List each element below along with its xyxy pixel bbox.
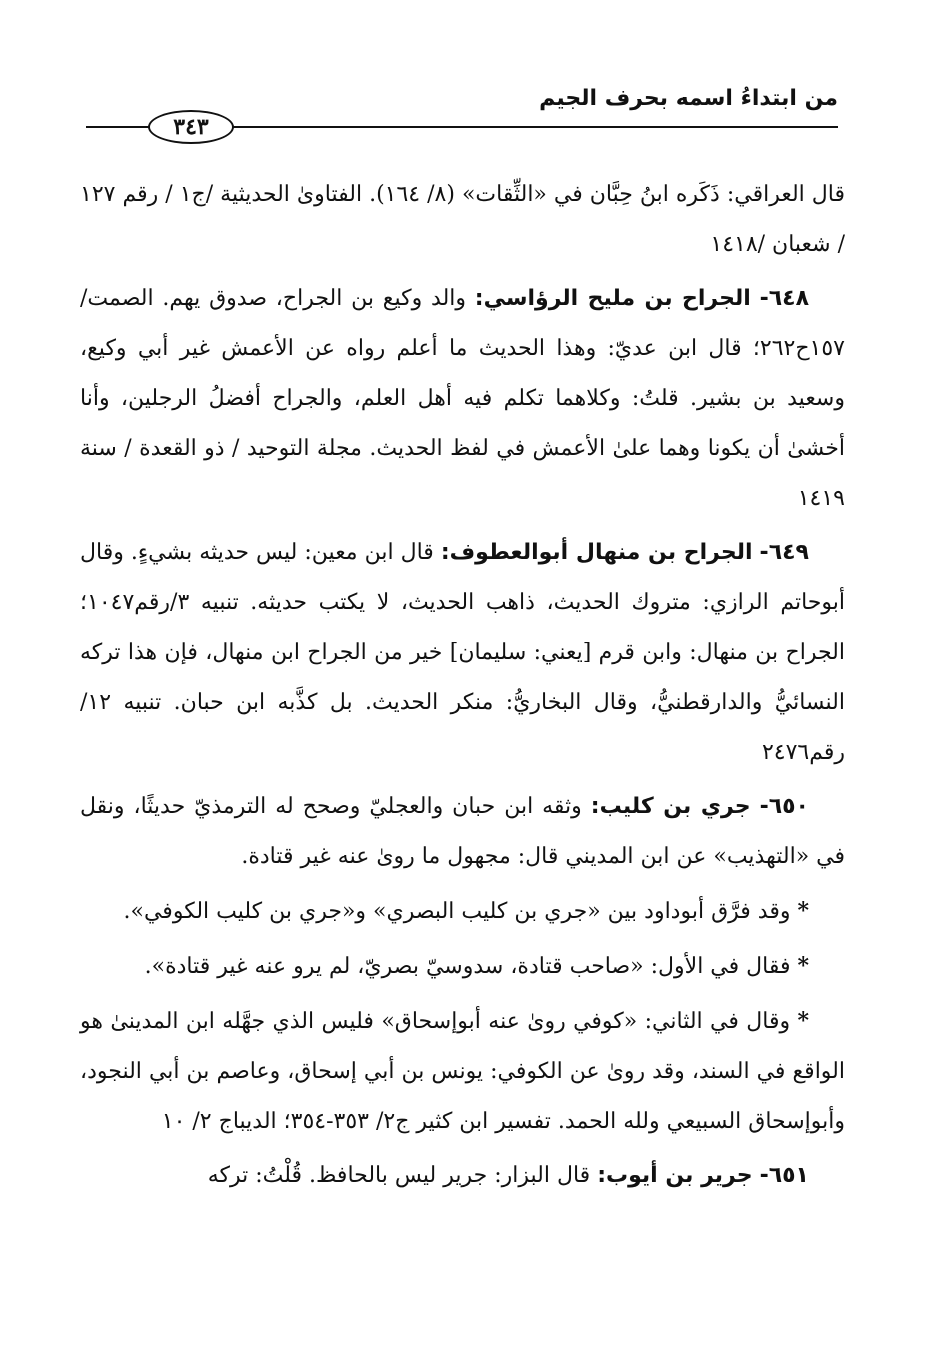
entry-650 [80, 782, 845, 882]
note-text: وقد فرَّق أبوداود بين «جري بن كليب البصري» و«جري بن كليب الكوفي». [123, 899, 798, 924]
entry-number: ٦٥٠- [759, 794, 809, 819]
asterisk-bullet: * [797, 898, 809, 924]
note-item [80, 996, 845, 1147]
entry-number: ٦٤٨- [759, 286, 810, 311]
note-text: وقال في الثاني: «كوفي روىٰ عنه أبوإسحاق» فليس الذي جهَّله ابن المدينىٰ هو الواقع في السند، وقد روىٰ عن الكوفي: يونس بن أبي إسحاق، وعاصم بن أبي النجود، وأبوإسحاق السبيعي ولله الحمد. تفسير ابن كثير ج٢/ ٣٥٣-٣٥٤؛ الديباج ٢/ ١٠ [80, 1009, 845, 1134]
note-item [80, 941, 845, 992]
entry-number: ٦٥١- [759, 1163, 809, 1188]
entry-name: جري بن كليب: [590, 794, 751, 819]
entry-text: قال البزار: جرير ليس بالحافظ. قُلْتُ: تركه [207, 1163, 598, 1188]
entry-name: الجراح بن منهال أبوالعطوف: [440, 540, 753, 565]
asterisk-bullet: * [797, 953, 809, 979]
entry-649 [80, 528, 845, 778]
entry-text: قال ابن معين: ليس حديثه بشيءٍ. وقال أبوحاتم الرازي: متروك الحديث، ذاهب الحديث، لا يكتب حديثه. تنبيه ٣/رقم١٠٤٧؛ الجراح بن منهال: وابن قرم [يعني: سليمان] خير من الجراح ابن منهال، فإن هذا تركه النسائيُّ والدارقطنيُّ، وقال البخاريُّ: منكر الحديث. بل كذَّبه ابن حبان. تنبيه ١٢/رقم٢٤٧٦ [80, 540, 845, 765]
entry-text: وثقه ابن حبان والعجليّ وصحح له الترمذيّ حديثًا، ونقل في «التهذيب» عن ابن المديني قال: مجهول ما روىٰ عنه غير قتادة. [80, 794, 845, 869]
asterisk-bullet: * [797, 1008, 809, 1034]
entry-651 [80, 1151, 845, 1201]
entry-name: الجراح بن مليح الرؤاسي: [474, 286, 751, 311]
entry-648 [80, 274, 845, 524]
paragraph [80, 170, 845, 270]
entry-text: والد وكيع بن الجراح، صدوق يهم. الصمت/١٥٧ح٢٦٢؛ قال ابن عديّ: وهذا الحديث ما أعلم رواه عن الأعمش غير أبي وكيع، وسعيد بن بشير. قلتُ: وكلاهما تكلم فيه أهل العلم، والجراح أفضلُ الرجلين، وأنا أخشىٰ أن يكونا وهما علىٰ الأعمش في لفظ الحديث. مجلة التوحيد / ذو القعدة / سنة ١٤١٩ [80, 286, 845, 511]
page-number: ٣٤٣ [148, 110, 234, 144]
entry-name: جرير بن أيوب: [597, 1163, 753, 1188]
paragraph-text: قال العراقي: ذَكَره ابنُ حِبَّان في «الثِّقات» (٨/ ١٦٤). الفتاوىٰ الحديثية /ج١ / رقم ١٢٧ / شعبان /١٤١٨ [80, 182, 845, 257]
note-text: فقال في الأول: «صاحب قتادة، سدوسيّ بصريّ، لم يرو عنه غير قتادة». [144, 954, 798, 979]
entry-number: ٦٤٩- [759, 540, 809, 565]
running-title: من ابتداءُ اسمه بحرف الجيم [539, 86, 838, 111]
page-header [86, 86, 838, 140]
page-body [80, 170, 845, 1201]
note-item [80, 886, 845, 937]
